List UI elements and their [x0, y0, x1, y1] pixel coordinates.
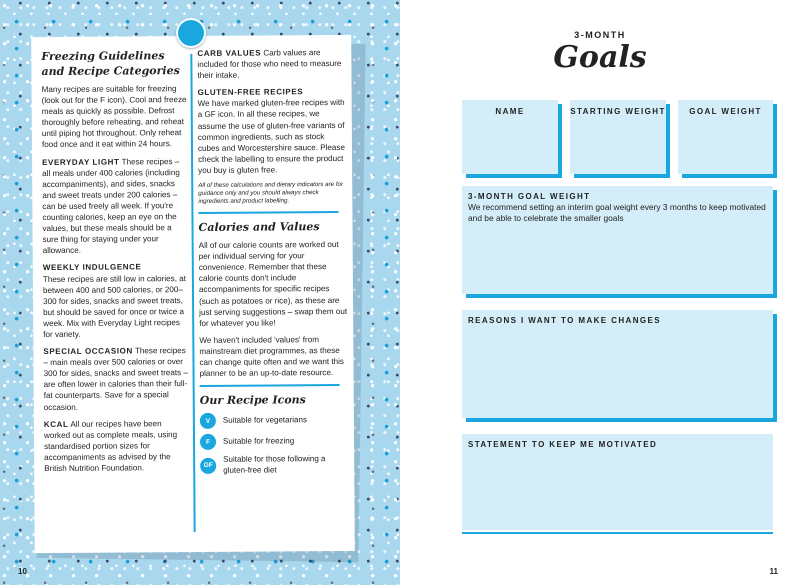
- section-divider: [198, 211, 338, 214]
- reasons-label: REASONS I WANT TO MAKE CHANGES: [468, 316, 661, 325]
- page-number-left: 10: [18, 567, 27, 576]
- carb-values-paragraph: [197, 47, 345, 81]
- freezing-heading: Freezing Guidelines and Recipe Categories: [41, 49, 180, 79]
- name-box[interactable]: [462, 100, 558, 174]
- page-kicker: 3-MONTH: [574, 30, 626, 40]
- three-month-goal-label: 3-MONTH GOAL WEIGHT: [468, 192, 591, 201]
- name-label: NAME: [495, 107, 525, 116]
- everyday-light-paragraph: [42, 156, 188, 257]
- gluten-free-label: Suitable for those following a gluten-free diet: [223, 454, 326, 475]
- starting-weight-label: STARTING WEIGHT: [570, 107, 666, 116]
- page-title: Goals: [553, 40, 647, 75]
- statement-box[interactable]: [462, 434, 773, 530]
- weekly-indulgence-lead: WEEKLY INDULGENCE: [42, 262, 142, 273]
- calories-paragraph-1: All of our calorie counts are worked out per individual serving for your convenience. Remember that these calorie counts don't include accompaniments for specific recipes (such as potatoes or rice), as these are just serving suggestions – swap them out for whatever you like!: [198, 240, 348, 328]
- three-month-goal-text: We recommend setting an interim goal weight every 3 months to keep motivated and be able to celebrate the smaller goals: [468, 202, 766, 223]
- gluten-free-text: We have marked gluten-free recipes with a GF icon. In all these recipes, we assume the use of gluten-free variants of common ingredients, such as stock cubes and Worcestershire sauce. Please check the labelling to ensure the product you buy is gluten free.: [197, 98, 345, 175]
- card-left-column: [41, 48, 189, 480]
- kcal-lead: KCAL: [43, 419, 69, 429]
- carb-values-text: Carb values are included for those who need to measure their intake.: [197, 48, 342, 81]
- column-divider: [190, 54, 195, 532]
- three-month-goal-box[interactable]: [462, 186, 773, 294]
- gluten-free-icon: GF: [200, 457, 216, 473]
- calories-heading: Calories and Values: [198, 220, 320, 234]
- calories-paragraph-2: We haven't included 'values' from mainstream diet programmes, as these can change quite often and we want this planner to be an up-to-date resource.: [199, 334, 344, 379]
- statement-underline: [462, 532, 773, 534]
- info-card: [31, 35, 355, 553]
- vegetarian-label: Suitable for vegetarians: [222, 415, 307, 425]
- freezing-text: Many recipes are suitable for freezing (look out for the F icon). Cool and freeze meals as quickly as possible. Defrost thoroughly before reheating, and reheat until piping hot throughout. Only reheat food once and it eat within 24 hours.: [41, 84, 187, 150]
- freezing-label: Suitable for freezing: [222, 436, 295, 446]
- icon-row-vegetarian: [200, 412, 348, 429]
- kcal-paragraph: [44, 418, 189, 474]
- pin-icon: [176, 18, 206, 48]
- statement-label: STATEMENT TO KEEP ME MOTIVATED: [468, 440, 658, 449]
- card-right-column: [197, 47, 348, 481]
- page-number-right: 11: [769, 567, 778, 576]
- everyday-light-text: These recipes – all meals under 400 calories (including accompaniments), and sides, snacks and sweet treats under 200 calories – can be used freely all week. If you're counting calories, keep an eye on the values, but these meals should be a sure thing for staying under your allowance.: [42, 156, 180, 256]
- goal-weight-label: GOAL WEIGHT: [689, 107, 762, 116]
- starting-weight-box[interactable]: [570, 100, 666, 174]
- recipe-icons-heading: Our Recipe Icons: [199, 393, 306, 408]
- icon-row-freezing: [200, 433, 348, 450]
- special-occasion-text: These recipes – main meals over 500 calories or over 300 for sides, snacks and sweet treats – are often lower in calories than their full-fat counterparts. Save for a special occasion.: [43, 346, 189, 412]
- special-occasion-paragraph: [43, 345, 188, 413]
- right-page: [400, 0, 800, 585]
- icon-row-gluten-free: [200, 454, 348, 476]
- gluten-free-lead: GLUTEN-FREE RECIPES: [197, 87, 304, 98]
- special-occasion-lead: SPECIAL OCCASION: [43, 346, 133, 357]
- reasons-box[interactable]: [462, 310, 773, 418]
- guidance-note: All of these calculations and dietary indicators are for guidance only and you should always check ingredients and product labelling.: [198, 180, 344, 205]
- goal-weight-box[interactable]: [678, 100, 773, 174]
- freezing-icon: F: [200, 434, 216, 450]
- carb-values-lead: CARB VALUES: [197, 48, 262, 58]
- everyday-light-lead: EVERYDAY LIGHT: [42, 157, 120, 167]
- section-divider: [200, 384, 340, 387]
- weekly-indulgence-text: These recipes are still low in calories, at between 400 and 500 calories, or 200–300 for sides, snacks and sweet treats, but should be saved for once or twice a week. Mix with Everyday Light recipes for variety.: [42, 273, 186, 340]
- kcal-text: All our recipes have been worked out as complete meals, using standardised portion sizes for accompaniments as advised by the British Nutrition Foundation.: [43, 418, 178, 474]
- vegetarian-icon: V: [200, 413, 216, 429]
